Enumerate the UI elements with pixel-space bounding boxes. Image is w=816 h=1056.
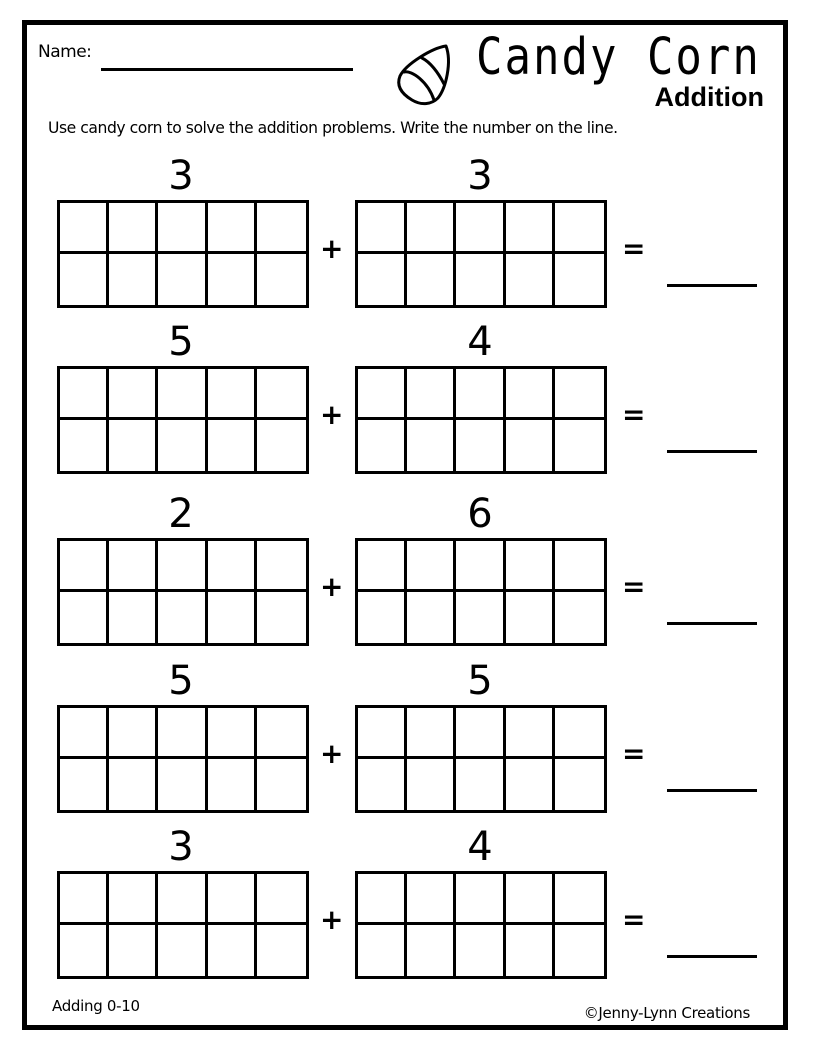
ten-frame-cell <box>158 369 207 420</box>
equals-sign: = <box>622 570 646 603</box>
ten-frame-cell <box>358 925 407 976</box>
ten-frame-cell <box>109 708 158 759</box>
plus-sign: + <box>320 570 344 603</box>
ten-frame-cell <box>109 254 158 305</box>
ten-frame-cell <box>555 541 604 592</box>
ten-frame-cell <box>506 708 555 759</box>
ten-frame-cell <box>208 420 257 471</box>
ten-frame-cell <box>506 203 555 254</box>
ten-frame-cell <box>60 420 109 471</box>
ten-frame-cell <box>158 759 207 810</box>
ten-frame-cell <box>506 592 555 643</box>
answer-line[interactable] <box>667 789 757 792</box>
ten-frame-cell <box>60 254 109 305</box>
ten-frame-cell <box>257 369 306 420</box>
ten-frame-cell <box>60 541 109 592</box>
ten-frame-second <box>355 871 607 979</box>
ten-frame-first <box>57 705 309 813</box>
ten-frame-cell <box>208 541 257 592</box>
ten-frame-second <box>355 200 607 308</box>
footer-skill-label: Adding 0-10 <box>52 997 140 1015</box>
ten-frame-cell <box>158 874 207 925</box>
ten-frame-cell <box>208 925 257 976</box>
ten-frame-cell <box>456 874 505 925</box>
ten-frame-cell <box>158 541 207 592</box>
ten-frame-cell <box>506 254 555 305</box>
ten-frame-cell <box>109 874 158 925</box>
ten-frame-cell <box>208 203 257 254</box>
ten-frame-cell <box>109 759 158 810</box>
ten-frame-cell <box>407 369 456 420</box>
ten-frame-second <box>355 705 607 813</box>
ten-frame-second <box>355 366 607 474</box>
problem-row <box>0 492 816 652</box>
ten-frame-cell <box>257 759 306 810</box>
ten-frame-cell <box>555 592 604 643</box>
ten-frame-cell <box>506 874 555 925</box>
ten-frame-cell <box>257 254 306 305</box>
answer-line[interactable] <box>667 284 757 287</box>
ten-frame-cell <box>456 203 505 254</box>
ten-frame-first <box>57 200 309 308</box>
ten-frame-cell <box>555 874 604 925</box>
addend-second: 4 <box>467 319 493 365</box>
ten-frame-cell <box>407 541 456 592</box>
ten-frame-cell <box>208 708 257 759</box>
problem-row <box>0 320 816 480</box>
ten-frame-cell <box>555 203 604 254</box>
ten-frame-cell <box>407 759 456 810</box>
addend-second: 3 <box>467 153 493 199</box>
ten-frame-cell <box>407 254 456 305</box>
name-answer-line[interactable] <box>101 68 353 71</box>
ten-frame-cell <box>456 592 505 643</box>
ten-frame-cell <box>456 925 505 976</box>
ten-frame-cell <box>358 541 407 592</box>
ten-frame-cell <box>208 759 257 810</box>
ten-frame-cell <box>109 369 158 420</box>
ten-frame-cell <box>208 369 257 420</box>
ten-frame-cell <box>208 592 257 643</box>
candy-corn-icon <box>392 42 460 108</box>
ten-frame-cell <box>555 925 604 976</box>
ten-frame-cell <box>109 925 158 976</box>
answer-line[interactable] <box>667 955 757 958</box>
ten-frame-cell <box>257 420 306 471</box>
ten-frame-cell <box>358 874 407 925</box>
ten-frame-cell <box>555 369 604 420</box>
ten-frame-cell <box>257 874 306 925</box>
ten-frame-cell <box>257 925 306 976</box>
ten-frame-cell <box>158 592 207 643</box>
ten-frame-cell <box>358 254 407 305</box>
ten-frame-cell <box>60 925 109 976</box>
addend-first: 5 <box>168 319 194 365</box>
ten-frame-cell <box>506 759 555 810</box>
ten-frame-cell <box>257 203 306 254</box>
ten-frame-cell <box>158 420 207 471</box>
equals-sign: = <box>622 232 646 265</box>
ten-frame-cell <box>158 254 207 305</box>
answer-line[interactable] <box>667 622 757 625</box>
ten-frame-cell <box>555 420 604 471</box>
problem-row <box>0 825 816 985</box>
problem-row <box>0 659 816 819</box>
equals-sign: = <box>622 737 646 770</box>
ten-frame-cell <box>456 759 505 810</box>
ten-frame-cell <box>60 369 109 420</box>
ten-frame-cell <box>358 420 407 471</box>
ten-frame-cell <box>158 925 207 976</box>
ten-frame-cell <box>358 592 407 643</box>
ten-frame-cell <box>60 203 109 254</box>
addend-first: 3 <box>168 153 194 199</box>
instructions-text: Use candy corn to solve the addition problems. Write the number on the line. <box>48 119 618 137</box>
ten-frame-cell <box>456 254 505 305</box>
ten-frame-cell <box>60 759 109 810</box>
ten-frame-cell <box>407 874 456 925</box>
ten-frame-cell <box>506 925 555 976</box>
ten-frame-cell <box>407 708 456 759</box>
ten-frame-cell <box>358 369 407 420</box>
answer-line[interactable] <box>667 450 757 453</box>
plus-sign: + <box>320 903 344 936</box>
ten-frame-first <box>57 871 309 979</box>
ten-frame-cell <box>407 420 456 471</box>
ten-frame-first <box>57 538 309 646</box>
name-label: Name: <box>38 42 92 62</box>
addend-first: 3 <box>168 824 194 870</box>
ten-frame-cell <box>158 203 207 254</box>
ten-frame-cell <box>358 203 407 254</box>
ten-frame-cell <box>109 541 158 592</box>
ten-frame-cell <box>407 925 456 976</box>
ten-frame-cell <box>456 708 505 759</box>
equals-sign: = <box>622 903 646 936</box>
ten-frame-cell <box>257 592 306 643</box>
ten-frame-cell <box>555 708 604 759</box>
equals-sign: = <box>622 398 646 431</box>
ten-frame-cell <box>257 708 306 759</box>
ten-frame-cell <box>555 759 604 810</box>
footer-copyright: ©Jenny-Lynn Creations <box>583 1004 750 1022</box>
addend-second: 5 <box>467 658 493 704</box>
ten-frame-cell <box>208 874 257 925</box>
ten-frame-cell <box>506 369 555 420</box>
ten-frame-cell <box>506 541 555 592</box>
ten-frame-cell <box>109 420 158 471</box>
addend-first: 2 <box>168 491 194 537</box>
addend-first: 5 <box>168 658 194 704</box>
ten-frame-cell <box>60 874 109 925</box>
addend-second: 4 <box>467 824 493 870</box>
ten-frame-cell <box>358 708 407 759</box>
ten-frame-cell <box>506 420 555 471</box>
ten-frame-cell <box>456 369 505 420</box>
plus-sign: + <box>320 232 344 265</box>
ten-frame-cell <box>456 420 505 471</box>
problem-row <box>0 154 816 314</box>
addend-second: 6 <box>467 491 493 537</box>
plus-sign: + <box>320 737 344 770</box>
worksheet-subtitle: Addition <box>654 82 764 112</box>
plus-sign: + <box>320 398 344 431</box>
ten-frame-cell <box>555 254 604 305</box>
ten-frame-cell <box>109 592 158 643</box>
ten-frame-cell <box>158 708 207 759</box>
worksheet-title: Candy Corn <box>476 28 761 87</box>
ten-frame-cell <box>60 708 109 759</box>
ten-frame-cell <box>60 592 109 643</box>
ten-frame-cell <box>208 254 257 305</box>
ten-frame-first <box>57 366 309 474</box>
ten-frame-cell <box>109 203 158 254</box>
ten-frame-cell <box>358 759 407 810</box>
ten-frame-cell <box>257 541 306 592</box>
ten-frame-cell <box>407 203 456 254</box>
ten-frame-second <box>355 538 607 646</box>
ten-frame-cell <box>407 592 456 643</box>
ten-frame-cell <box>456 541 505 592</box>
